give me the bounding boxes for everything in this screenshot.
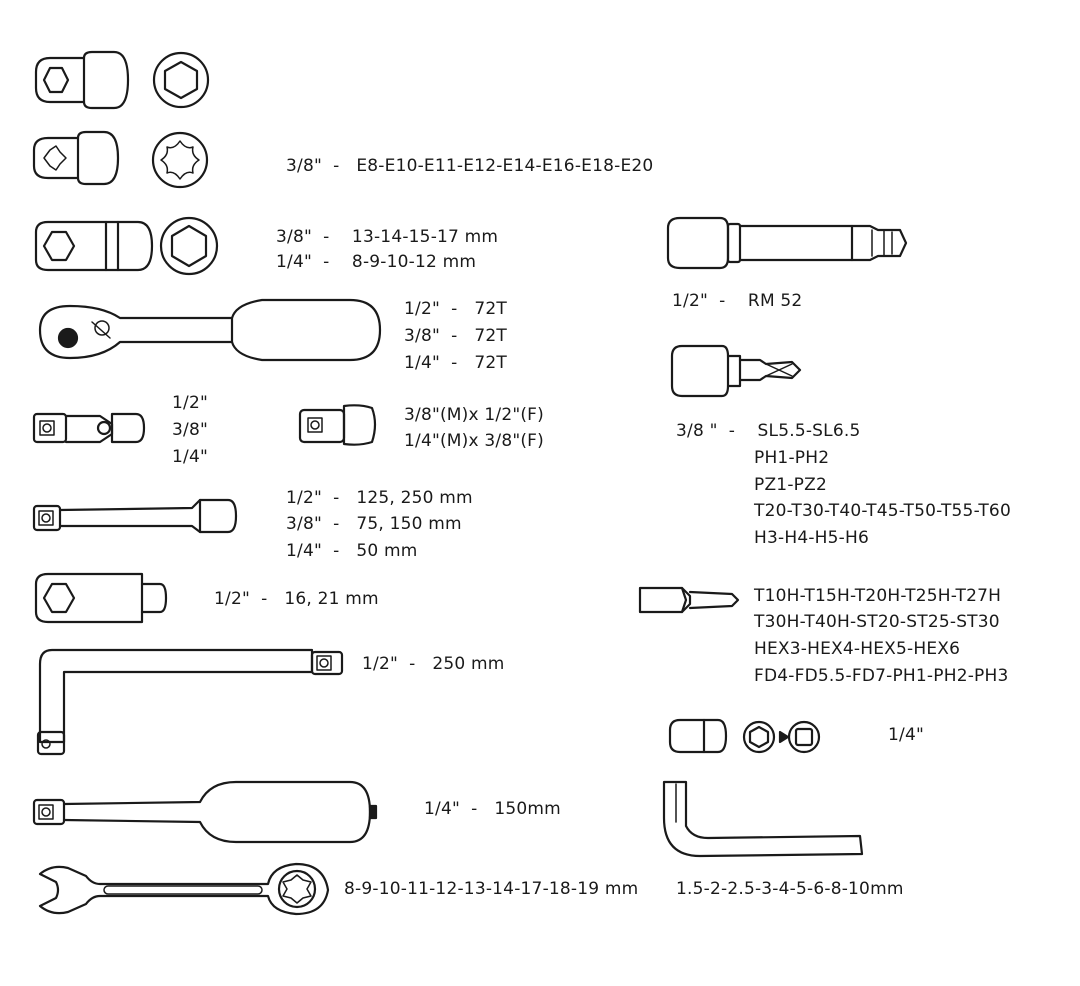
extension-label-3: 1/4" - 50 mm	[286, 541, 418, 561]
bits-label-4: FD4-FD5.5-FD7-PH1-PH2-PH3	[754, 666, 1009, 686]
bits-label-1: T10H-T15H-T20H-T25H-T27H	[754, 586, 1002, 606]
bit-socket-label-2: PH1-PH2	[754, 448, 830, 468]
ratchet-label-1: 1/2" - 72T	[404, 299, 507, 319]
combination-wrench-icon	[40, 864, 328, 914]
ujoint-label-1: 1/2"	[172, 393, 208, 413]
bit-socket-label-4: T20-T30-T40-T45-T50-T55-T60	[754, 501, 1011, 521]
spinner-handle-icon	[34, 782, 376, 842]
bit-adapter-label: 1/4"	[888, 725, 924, 745]
torx-socket-label: 3/8" - E8-E10-E11-E12-E14-E16-E18-E20	[286, 156, 654, 176]
bit-socket-label-5: H3-H4-H5-H6	[754, 528, 869, 548]
l-bar-label: 1/2" - 250 mm	[362, 654, 505, 674]
ratchet-icon	[40, 300, 380, 360]
hex-socket-icon	[36, 52, 208, 108]
bit-socket-label-1: 3/8 " - SL5.5-SL6.5	[676, 421, 861, 441]
hex-key-label: 1.5-2-2.5-3-4-5-6-8-10mm	[676, 879, 904, 899]
l-bar-icon	[38, 650, 342, 754]
ratchet-label-3: 1/4" - 72T	[404, 353, 507, 373]
torx-socket-icon	[34, 132, 207, 187]
wrench-label: 8-9-10-11-12-13-14-17-18-19 mm	[344, 879, 639, 899]
bit-socket-icon	[672, 346, 800, 396]
deep-socket-icon	[36, 218, 217, 274]
extension-label-1: 1/2" - 125, 250 mm	[286, 488, 473, 508]
adapter-label-1: 3/8"(M)x 1/2"(F)	[404, 405, 544, 425]
rm-bit-label: 1/2" - RM 52	[672, 291, 803, 311]
bits-label-3: HEX3-HEX4-HEX5-HEX6	[754, 639, 961, 659]
bits-label-2: T30H-T40H-ST20-ST25-ST30	[754, 612, 1000, 632]
adapter-icon	[300, 405, 375, 444]
spark-plug-socket-icon	[36, 574, 166, 622]
ratchet-label-2: 3/8" - 72T	[404, 326, 507, 346]
ujoint-label-3: 1/4"	[172, 447, 208, 467]
ujoint-label-2: 3/8"	[172, 420, 208, 440]
deep-socket-label-1: 3/8" - 13-14-15-17 mm	[276, 227, 499, 247]
bit-adapter-icon	[670, 720, 819, 752]
rm-bit-socket-icon	[668, 218, 906, 268]
adapter-label-2: 1/4"(M)x 3/8"(F)	[404, 431, 544, 451]
spark-socket-label: 1/2" - 16, 21 mm	[214, 589, 379, 609]
deep-socket-label-2: 1/4" - 8-9-10-12 mm	[276, 252, 477, 272]
universal-joint-icon	[34, 414, 144, 442]
spinner-label: 1/4" - 150mm	[424, 799, 561, 819]
screwdriver-bit-icon	[640, 588, 738, 612]
extension-label-2: 3/8" - 75, 150 mm	[286, 514, 462, 534]
hex-key-icon	[664, 782, 862, 856]
bit-socket-label-3: PZ1-PZ2	[754, 475, 827, 495]
extension-bar-icon	[34, 500, 236, 532]
